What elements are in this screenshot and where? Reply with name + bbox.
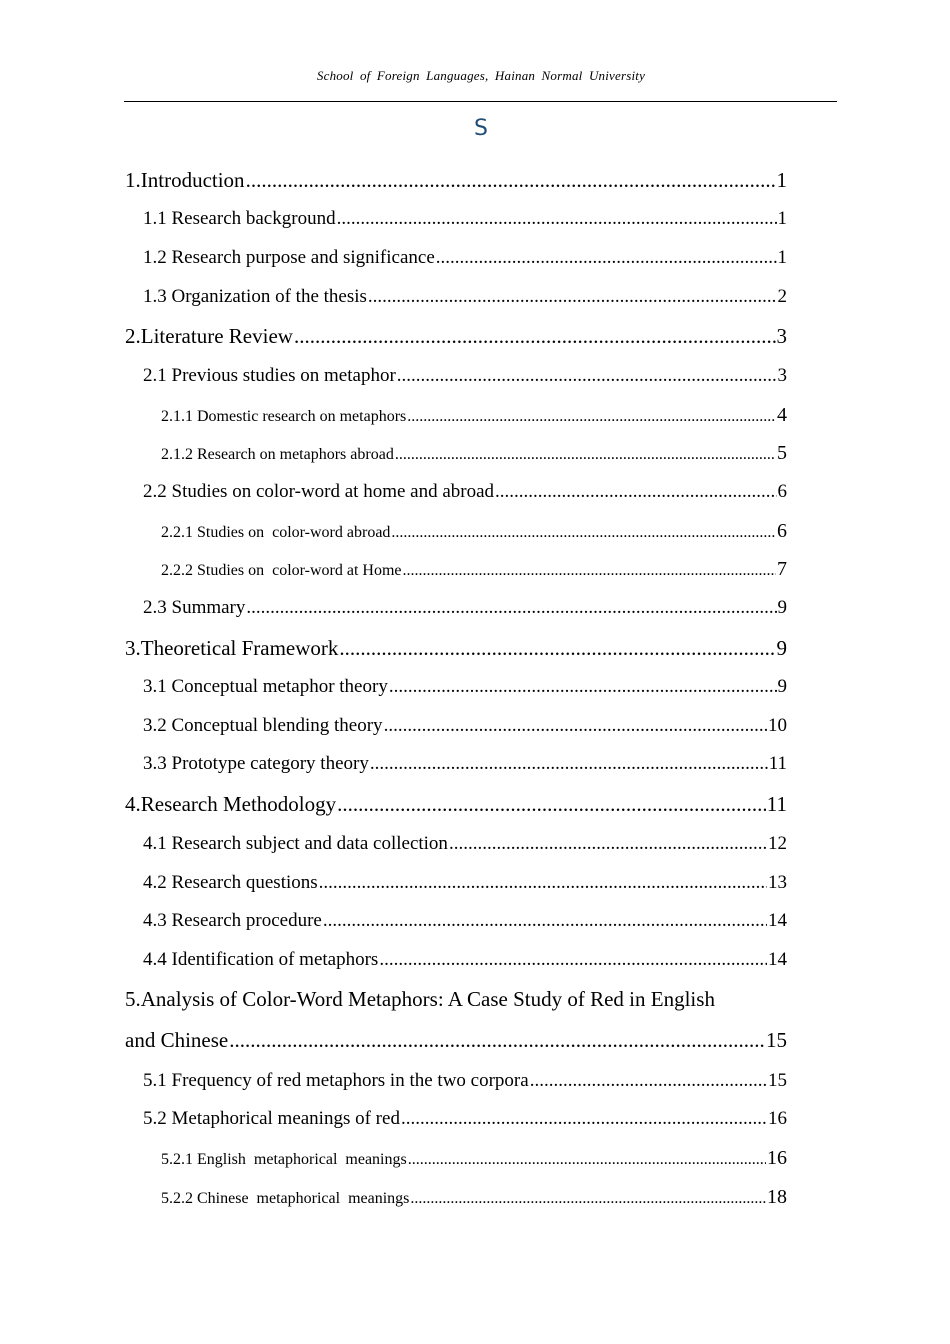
toc-entry-page: 14: [768, 949, 787, 970]
toc-entry[interactable]: [161, 1186, 787, 1209]
toc-entry-label: 4.Research Methodology: [125, 792, 337, 816]
toc-entry-label: 4.3 Research procedure: [143, 910, 322, 931]
toc-entry[interactable]: [125, 168, 787, 193]
toc-entry-label: 4.2 Research questions: [143, 872, 318, 893]
toc-entry-label: 2.Literature Review: [125, 324, 293, 348]
dot-leader: [410, 1190, 766, 1208]
dot-leader: [384, 715, 767, 737]
toc-entry-page: 15: [768, 1070, 787, 1091]
toc-entry-page: 11: [766, 792, 787, 816]
toc-entry-label: 2.2.1 Studies on color-word abroad: [161, 524, 391, 541]
dot-leader: [368, 286, 777, 308]
toc-entry[interactable]: [161, 558, 787, 581]
dot-leader: [337, 792, 766, 817]
toc-entry[interactable]: [161, 520, 787, 543]
toc-entry[interactable]: [125, 1028, 787, 1053]
toc-entry[interactable]: [143, 208, 787, 230]
toc-entry-page: 2: [777, 286, 787, 307]
running-header: School of Foreign Languages, Hainan Normal University: [316, 68, 646, 83]
toc-entry-label: 2.1.2 Research on metaphors abroad: [161, 446, 394, 463]
dot-leader: [337, 208, 777, 230]
toc-entry-page: 9: [776, 636, 787, 660]
toc-entry-label: 2.2 Studies on color-word at home and abroad: [143, 481, 495, 502]
dot-leader: [391, 524, 776, 542]
toc-entry-page: 4: [777, 404, 787, 426]
toc-entry-label: 4.1 Research subject and data collection: [143, 833, 448, 854]
dot-leader: [401, 1108, 767, 1130]
toc-entry-label: 5.1 Frequency of red metaphors in the two corpora: [143, 1070, 529, 1091]
toc-entry-label: 5.2.1 English metaphorical meanings: [161, 1151, 407, 1168]
toc-entry[interactable]: [125, 636, 787, 661]
toc-entry[interactable]: [143, 365, 787, 387]
toc-entry-page: 7: [777, 558, 787, 580]
dot-leader: [449, 833, 767, 855]
dot-leader: [323, 910, 767, 932]
toc-entry-page: 1: [776, 168, 787, 192]
toc-entry-label: 3.2 Conceptual blending theory: [143, 715, 383, 736]
toc-entry-page: 18: [767, 1186, 787, 1208]
toc-entry-page: 3: [777, 365, 787, 386]
dot-leader: [436, 247, 777, 269]
toc-entry[interactable]: [143, 949, 787, 971]
toc-entry-page: 13: [768, 872, 787, 893]
toc-entry[interactable]: [161, 1147, 787, 1170]
toc-entry[interactable]: [143, 286, 787, 308]
dot-leader: [530, 1070, 767, 1092]
dot-leader: [403, 562, 776, 580]
toc-entry[interactable]: [125, 792, 787, 817]
toc-entry-label: 2.2.2 Studies on color-word at Home: [161, 562, 402, 579]
toc-entry-label: 5.2 Metaphorical meanings of red: [143, 1108, 400, 1129]
toc-entry-page: 6: [777, 481, 787, 502]
toc-entry[interactable]: [143, 833, 787, 855]
dot-leader: [246, 597, 776, 619]
toc-entry[interactable]: [143, 247, 787, 269]
toc-entry-page: 12: [768, 833, 787, 854]
toc-entry-label: 1.1 Research background: [143, 208, 336, 229]
toc-entry-label: 2.3 Summary: [143, 597, 246, 618]
toc-entry-wrapped-line[interactable]: 5.Analysis of Color-Word Metaphors: A Case Study of Red in English: [125, 987, 715, 1011]
toc-entry-label: 2.1 Previous studies on metaphor: [143, 365, 396, 386]
toc-entry[interactable]: [143, 676, 787, 698]
dot-leader: [339, 636, 775, 661]
toc-entry-label: 3.3 Prototype category theory: [143, 753, 369, 774]
header-rule: [124, 101, 837, 102]
toc-entry[interactable]: [143, 1070, 787, 1092]
toc-entry-page: 9: [777, 676, 787, 697]
dot-leader: [379, 949, 767, 971]
dot-leader: [319, 872, 767, 894]
dot-leader: [370, 753, 768, 775]
toc-entry-label: 1.3 Organization of the thesis: [143, 286, 367, 307]
toc-entry[interactable]: [143, 715, 787, 737]
dot-leader: [389, 676, 777, 698]
toc-entry-page: 14: [768, 910, 787, 931]
toc-entry-page: 16: [767, 1147, 787, 1169]
toc-entry-label: 1.2 Research purpose and significance: [143, 247, 435, 268]
toc-entry-page: 10: [768, 715, 787, 736]
toc-entry-label: 3.Theoretical Framework: [125, 636, 339, 660]
dot-leader: [495, 481, 776, 503]
toc-entry-page: 5: [777, 442, 787, 464]
dot-leader: [408, 1151, 766, 1169]
toc-entry-label: 4.4 Identification of metaphors: [143, 949, 379, 970]
dot-leader: [407, 408, 776, 426]
toc-entry-page: 1: [777, 247, 787, 268]
toc-entry-label: and Chinese: [125, 1028, 229, 1052]
toc-entry[interactable]: [161, 404, 787, 427]
toc-entry-page: 3: [776, 324, 787, 348]
toc-entry-page: 6: [777, 520, 787, 542]
toc-entry-label: 1.Introduction: [125, 168, 245, 192]
toc-entry-page: 16: [768, 1108, 787, 1129]
dot-leader: [397, 365, 777, 387]
dot-leader: [395, 446, 776, 464]
toc-entry[interactable]: [143, 872, 787, 894]
toc-entry-page: 15: [766, 1028, 787, 1052]
toc-entry[interactable]: [143, 910, 787, 932]
toc-entry-page: 1: [777, 208, 787, 229]
toc-entry[interactable]: [143, 481, 787, 503]
toc-entry-label: 5.2.2 Chinese metaphorical meanings: [161, 1190, 410, 1207]
toc-entry[interactable]: [143, 753, 787, 775]
dot-leader: [229, 1028, 765, 1053]
toc-entry-page: 11: [768, 753, 787, 774]
toc-entry-label: 2.1.1 Domestic research on metaphors: [161, 408, 407, 425]
toc-entry-label: 3.1 Conceptual metaphor theory: [143, 676, 388, 697]
toc-entry-page: 9: [777, 597, 787, 618]
toc-entry[interactable]: [125, 324, 787, 349]
toc-entry[interactable]: [143, 597, 787, 619]
toc-entry[interactable]: [161, 442, 787, 465]
dot-leader: [294, 324, 776, 349]
toc-title: S: [474, 116, 488, 141]
dot-leader: [246, 168, 776, 193]
toc-entry[interactable]: [143, 1108, 787, 1130]
